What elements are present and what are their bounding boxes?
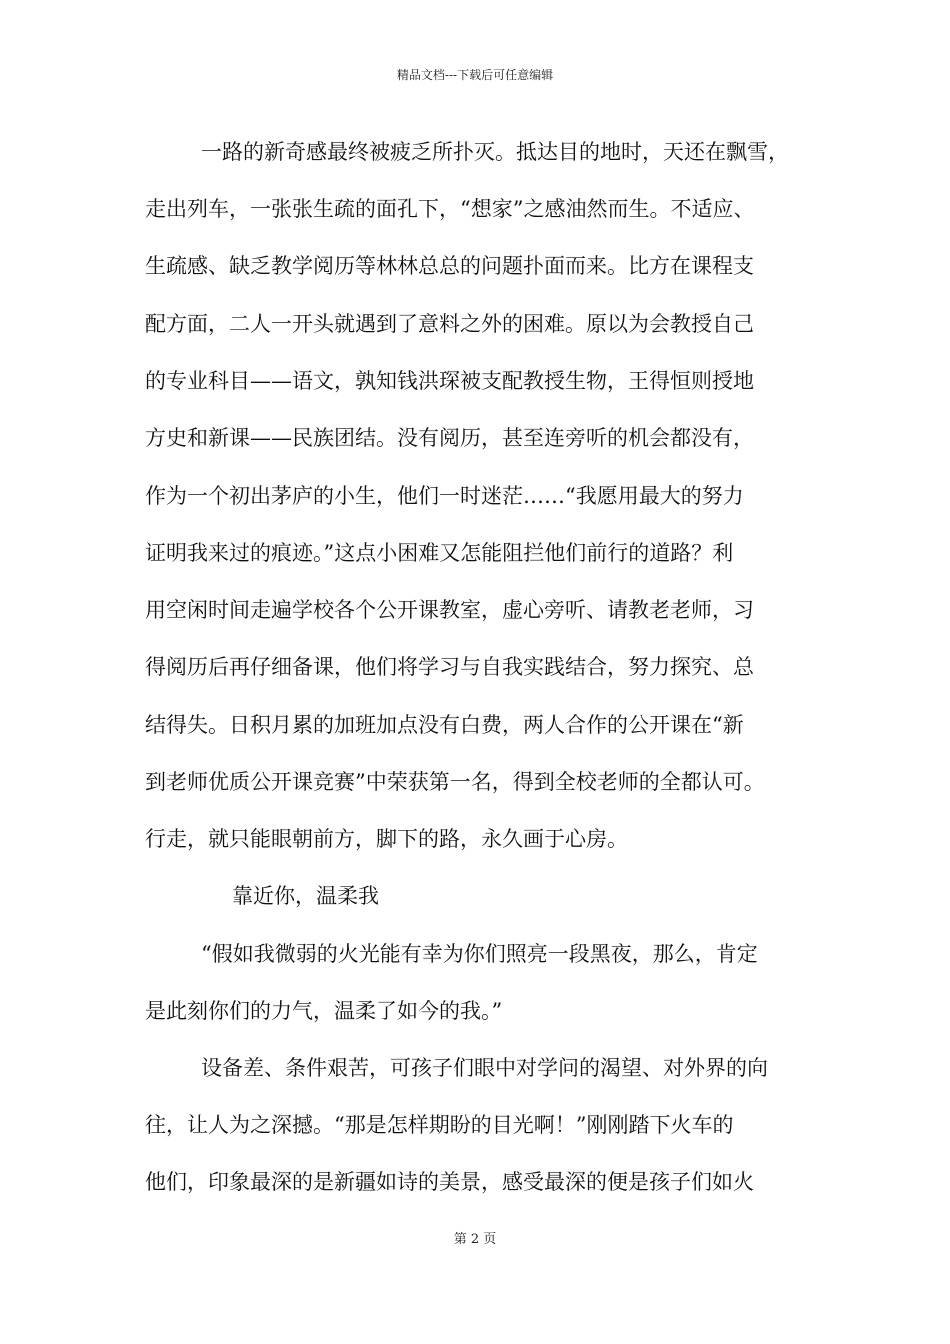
paragraph-line: 生疏感、缺乏教学阅历等林林总总的问题扑面而来。比方在课程支 bbox=[145, 254, 754, 278]
paragraph-line: 是此刻你们的力气，温柔了如今的我。” bbox=[145, 999, 503, 1023]
paragraph-line: 行走，就只能眼朝前方，脚下的路，永久画于心房。 bbox=[145, 827, 628, 851]
paragraph-line: 方史和新课——民族团结。没有阅历，甚至连旁听的机会都没有， bbox=[145, 426, 754, 450]
page-number: 第 2 页 bbox=[453, 1232, 497, 1247]
page-header: 精品文档---下载后可任意编辑 bbox=[396, 68, 554, 82]
paragraph-line: 得阅历后再仔细备课，他们将学习与自我实践结合，努力探究、总 bbox=[145, 655, 754, 679]
paragraph-line: 证明我来过的痕迹。”这点小困难又怎能阻拦他们前行的道路？利 bbox=[145, 541, 734, 565]
paragraph-line: 到老师优质公开课竞赛”中荣获第一名，得到全校老师的全都认可。 bbox=[145, 770, 765, 794]
paragraph-line: 配方面，二人一开头就遇到了意料之外的困难。原以为会教授自己 bbox=[145, 312, 754, 336]
paragraph-line: 结得失。日积月累的加班加点没有白费，两人合作的公开课在“新 bbox=[145, 713, 744, 737]
paragraph-line: 往，让人为之深撼。“那是怎样期盼的目光啊！”刚刚踏下火车的 bbox=[145, 1113, 734, 1137]
paragraph-line: 的专业科目——语文，孰知钱洪琛被支配教授生物，王得恒则授地 bbox=[145, 369, 754, 393]
paragraph-line: 作为一个初出茅庐的小生，他们一时迷茫……“我愿用最大的努力 bbox=[145, 484, 744, 508]
section-heading: 靠近你，温柔我 bbox=[232, 884, 379, 908]
paragraph-line: 设备差、条件艰苦，可孩子们眼中对学问的渴望、对外界的向 bbox=[201, 1056, 768, 1080]
paragraph-line: “假如我微弱的火光能有幸为你们照亮一段黑夜，那么，肯定 bbox=[201, 942, 758, 966]
paragraph-line: 用空闲时间走遍学校各个公开课教室，虚心旁听、请教老老师，习 bbox=[145, 598, 754, 622]
paragraph-line: 他们，印象最深的是新疆如诗的美景，感受最深的便是孩子们如火 bbox=[145, 1170, 754, 1194]
paragraph-line: 一路的新奇感最终被疲乏所扑灭。抵达目的地时，天还在飘雪， bbox=[201, 140, 789, 164]
paragraph-line: 走出列车，一张张生疏的面孔下，“想家”之感油然而生。不适应、 bbox=[145, 197, 755, 221]
